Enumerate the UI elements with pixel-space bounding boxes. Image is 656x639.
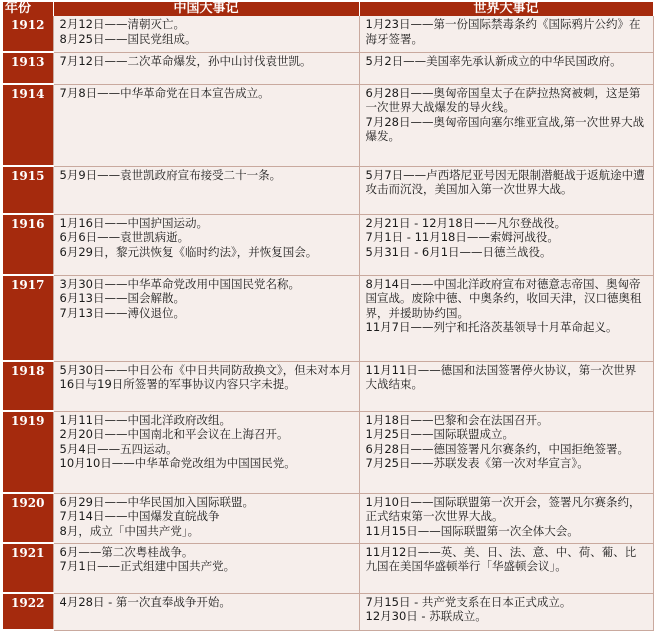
china-events-column-header: 中国大事记 [53, 2, 359, 16]
china-event: 8月，成立「中国共产党」。 [59, 523, 200, 538]
china-event: 5月30日——中日公布《中日共同防敌换文》，但未对本月16日与19日所签署的军事协议内容只字未提。 [59, 362, 352, 391]
timeline-row [3, 411, 653, 493]
world-events-cell [359, 16, 653, 52]
world-event: 1月10日——国际联盟第一次开会，签署凡尔赛条约，正式结束第一次世界大战。 [365, 494, 641, 523]
world-event: 12月30日 - 苏联成立。 [365, 609, 487, 623]
china-events-cell [53, 214, 359, 275]
china-event: 5月4日——五四运动。 [59, 441, 178, 456]
world-event: 6月28日——德国签署凡尔赛条约，中国拒绝签署。 [365, 441, 629, 456]
world-event: 1月25日——国际联盟成立。 [365, 427, 514, 441]
china-event: 6月6日——袁世凯病逝。 [59, 230, 190, 244]
year-cell: 1916 [3, 214, 53, 275]
china-event: 6月——第二次粤桂战争。 [59, 544, 194, 559]
china-event: 1月16日——中国护国运动。 [59, 215, 208, 230]
world-event: 6月28日——奥匈帝国皇太子在萨拉热窝被刺，这是第一次世界大战爆发的导火线。 [365, 85, 641, 114]
timeline-row [3, 593, 653, 630]
timeline-row [3, 52, 653, 84]
china-events-cell [53, 411, 359, 493]
china-events-cell [53, 593, 359, 630]
world-events-cell [359, 214, 653, 275]
china-event: 2月12日——清朝灭亡。 [59, 17, 185, 31]
year-cell: 1921 [3, 543, 53, 593]
timeline-row [3, 543, 653, 593]
year-cell: 1919 [3, 411, 53, 493]
year-cell: 1917 [3, 275, 53, 361]
world-events-cell [359, 166, 653, 214]
world-event: 5月31日 - 6月1日——日德兰战役。 [365, 244, 552, 259]
world-event: 7月25日——苏联发表《第一次对华宣言》。 [365, 456, 589, 470]
china-event: 4月28日 - 第一次直奉战争开始。 [59, 594, 231, 609]
china-events-cell [53, 275, 359, 361]
world-event: 7月15日 - 共产党支系在日本正式成立。 [365, 594, 572, 609]
world-event: 11月12日——英、美、日、法、意、中、荷、葡、比九国在美国华盛顿举行「华盛顿会议」。 [365, 544, 637, 573]
world-events-cell [359, 52, 653, 84]
world-event: 7月28日——奥匈帝国向塞尔维亚宣战,第一次世界大战爆发。 [365, 114, 645, 143]
world-event: 2月21日 - 12月18日——凡尔登战役。 [365, 215, 567, 230]
china-event: 7月14日——中国爆发直皖战争 [59, 509, 220, 523]
world-event: 11月11日——德国和法国签署停火协议，第一次世界大战结束。 [365, 362, 637, 391]
china-event: 1月11日——中国北洋政府改组。 [59, 412, 231, 427]
year-cell: 1922 [3, 593, 53, 630]
timeline-row [3, 214, 653, 275]
china-event: 2月20日——中国南北和平会议在上海召开。 [59, 427, 289, 441]
year-cell: 1915 [3, 166, 53, 214]
year-cell: 1918 [3, 361, 53, 411]
year-cell: 1913 [3, 52, 53, 84]
world-event: 11月15日——国际联盟第一次全体大会。 [365, 523, 579, 538]
world-event: 1月23日——第一份国际禁毒条约《国际鸦片公约》在海牙签署。 [365, 17, 641, 46]
world-events-cell [359, 84, 653, 166]
china-events-cell [53, 16, 359, 52]
history-timeline-table [3, 2, 654, 631]
china-event: 3月30日——中华革命党改用中国国民党名称。 [59, 276, 300, 291]
world-event: 5月7日——卢西塔尼亚号因无限制潜艇战于返航途中遭攻击而沉没，美国加入第一次世界大战。 [365, 167, 645, 196]
china-events-cell [53, 166, 359, 214]
china-event: 7月8日——中华革命党在日本宣告成立。 [59, 85, 270, 100]
world-events-cell [359, 275, 653, 361]
timeline-row [3, 166, 653, 214]
world-event: 8月14日——中国北洋政府宣布对德意志帝国、奥匈帝国宣战。废除中德、中奥条约，收回天津，汉口德奥租界，并援助协约国。 [365, 276, 642, 320]
world-event: 5月2日——美国率先承认新成立的中华民国政府。 [365, 53, 622, 68]
china-event: 7月12日——二次革命爆发，孙中山讨伐袁世凯。 [59, 53, 312, 68]
timeline-row [3, 493, 653, 543]
world-events-cell [359, 543, 653, 593]
timeline-row [3, 84, 653, 166]
china-event: 8月25日——国民党组成。 [59, 31, 197, 46]
china-events-cell [53, 84, 359, 166]
world-events-cell [359, 361, 653, 411]
timeline-row [3, 275, 653, 361]
china-event: 6月29日，黎元洪恢复《临时约法》，并恢复国会。 [59, 244, 318, 259]
year-cell: 1912 [3, 16, 53, 52]
china-event: 10月10日——中华革命党改组为中国国民党。 [59, 456, 296, 470]
china-event: 6月13日——国会解散。 [59, 291, 185, 305]
year-column-header: 年份 [3, 2, 53, 16]
timeline-row [3, 361, 653, 411]
world-events-cell [359, 593, 653, 630]
china-event: 7月1日——正式组建中国共产党。 [59, 559, 236, 573]
world-event: 1月18日——巴黎和会在法国召开。 [365, 412, 549, 427]
year-cell: 1920 [3, 493, 53, 543]
china-events-cell [53, 52, 359, 84]
china-events-cell [53, 543, 359, 593]
china-events-cell [53, 361, 359, 411]
china-event: 6月29日——中华民国加入国际联盟。 [59, 494, 254, 509]
timeline-row [3, 16, 653, 52]
world-event: 7月1日 - 11月18日——索姆河战役。 [365, 230, 559, 244]
china-events-cell [53, 493, 359, 543]
world-events-cell [359, 493, 653, 543]
china-event: 7月13日——溥仪退位。 [59, 305, 185, 320]
china-event: 5月9日——袁世凯政府宣布接受二十一条。 [59, 167, 282, 182]
header-row [3, 2, 653, 16]
world-events-cell [359, 411, 653, 493]
year-cell: 1914 [3, 84, 53, 166]
world-events-column-header: 世界大事记 [359, 2, 653, 16]
world-event: 11月7日——列宁和托洛茨基领导十月革命起义。 [365, 320, 618, 334]
